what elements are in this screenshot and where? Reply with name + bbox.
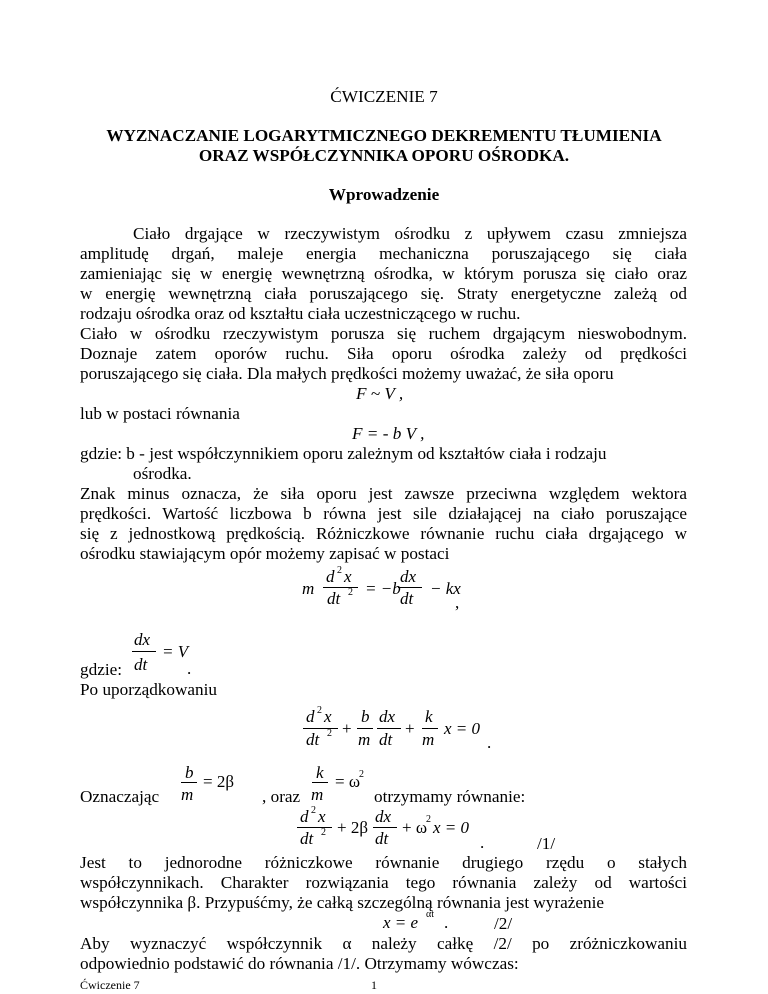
paragraph-line: amplitudę drgań, maleje energia mechaniczna poruszającego się ciała bbox=[80, 244, 687, 263]
equation-number: /1/ bbox=[537, 834, 556, 853]
fraction-bar bbox=[297, 827, 332, 828]
section-heading: Wprowadzenie bbox=[328, 185, 440, 204]
footer-label: Ćwiczenie 7 bbox=[80, 978, 140, 992]
paragraph-line: odpowiednio podstawić do równania /1/. Otrzymamy wówczas: bbox=[80, 954, 519, 973]
equation-proportional: F ~ V , bbox=[356, 384, 404, 403]
paragraph-line: współczynnikach. Charakter rozwiązania tego równania zależy od wartości bbox=[80, 873, 687, 892]
paragraph-line: Doznaje zatem oporów ruchu. Siła oporu ośrodka zależy od prędkości bbox=[80, 344, 687, 363]
paragraph-line: współczynnika β. Przypuśćmy, że całką szczególną równania jest wyrażenie bbox=[80, 893, 604, 912]
main-title-line1: WYZNACZANIE LOGARYTMICZNEGO DEKREMENTU TŁUMIENIA bbox=[106, 126, 662, 145]
fraction-bar bbox=[377, 728, 401, 729]
paragraph-line: rodzaju ośrodka oraz od kształtu ciała uczestniczącego w ruchu. bbox=[80, 304, 521, 323]
paragraph-line: w energię wewnętrzną ciała poruszającego się. Straty energetyczne zależą od bbox=[80, 284, 687, 303]
fraction-bar bbox=[357, 728, 373, 729]
paragraph-line: się z jednostkową prędkością. Różniczkowe równanie ruchu ciała drgającego w bbox=[80, 524, 687, 543]
fraction-bar bbox=[303, 728, 338, 729]
fraction-bar bbox=[132, 651, 156, 652]
document-page: ĆWICZENIE 7 WYZNACZANIE LOGARYTMICZNEGO DEKREMENTU TŁUMIENIA ORAZ WSPÓŁCZYNNIKA OPORU OŚRODKA. Wprowadzenie Ciało drgające w rzeczywistym ośrodku z upływem czasu zmniejsza amplitudę drgań, maleje energia mechaniczna poruszającego się ciała zamieniając się w energię wewnętrzną ośrodka, w którym porusza się ciało oraz w energię wewnętrzną ciała poruszającego się. Straty energetyczne zależą od rodzaju ośrodka oraz od kształtu ciała uczestniczącego w ruchu. Ciało w ośrodku rzeczywistym porusza się ruchem drgającym nieswobodnym. Doznaje zatem oporów ruchu. Siła oporu ośrodka zależy od prędkości poruszającego się ciała. Dla małych prędkości możemy uważać, że siła oporu F ~ V , lub w postaci równania F = - b V , gdzie: b - jest współczynnikiem oporu zależnym od kształtów ciała i rodzaju ośrodka. Znak minus oznacza, że siła oporu jest zawsze przeciwna względem wektora prędkości. Wartość liczbowa b równa jest sile działającej na ciało poruszające się z jednostkową prędkością. Różniczkowe równanie ruchu ciała drgającego w ośrodku stawiającym opór możemy zapisać w postaci m d 2 x dt 2 = −b dx dt − kx , gdzie: dx dt = V . Po uporządkowaniu d 2 x dt 2 + b m dx dt + k m x = 0 . Oznaczając b m = 2β , oraz k m = ω 2 otrzymamy równanie: d 2 x dt 2 + 2β dx dt + ω 2 x = 0 . /1/ Jest to jednorodne różniczkowe równanie drugiego rzędu o stałych współczynnikach. Charakter rozwiązania tego równania zależy od wartości współczynnika β. Przypuśćmy, że całką szczególną równania jest wyrażenie x = e αt . /2/ Aby wyznaczyć współczynnik α należy całkę /2/ po zróżniczkowaniu odpowiednio podstawić do równania /1/. Otrzymamy wówczas: Ćwiczenie 7 1 bbox=[0, 0, 768, 994]
fraction-bar bbox=[181, 782, 197, 783]
fraction-bar bbox=[373, 827, 397, 828]
paragraph-line: lub w postaci równania bbox=[80, 404, 240, 423]
paragraph-line: Jest to jednorodne różniczkowe równanie drugiego rzędu o stałych bbox=[80, 853, 687, 872]
paragraph-line: Ciało drgające w rzeczywistym ośrodku z upływem czasu zmniejsza bbox=[133, 224, 687, 243]
definition-line: gdzie: b - jest współczynnikiem oporu zależnym od kształtów ciała i rodzaju bbox=[80, 444, 607, 463]
page-number: 1 bbox=[371, 978, 377, 992]
paragraph-line: ośrodku stawiającym opór możemy zapisać w postaci bbox=[80, 544, 450, 563]
exercise-title: ĆWICZENIE 7 bbox=[330, 87, 438, 106]
paragraph-line: poruszającego się ciała. Dla małych prędkości możemy uważać, że siła oporu bbox=[80, 364, 614, 383]
paragraph-line: zamieniając się w energię wewnętrzną ośrodka, w którym porusza się ciało oraz bbox=[80, 264, 687, 283]
equation-number: /2/ bbox=[494, 914, 513, 933]
paragraph-line: prędkości. Wartość liczbowa b równa jest sile działającej na ciało poruszające bbox=[80, 504, 687, 523]
definition-line: ośrodka. bbox=[133, 464, 192, 483]
paragraph-line: Aby wyznaczyć współczynnik α należy całkę /2/ po zróżniczkowaniu bbox=[80, 934, 687, 953]
equation-force: F = - b V , bbox=[352, 424, 425, 443]
fraction-bar bbox=[398, 587, 422, 588]
paragraph-line: Po uporządkowaniu bbox=[80, 680, 217, 699]
paragraph-line: Ciało w ośrodku rzeczywistym porusza się ruchem drgającym nieswobodnym. bbox=[80, 324, 687, 343]
paragraph-line: Znak minus oznacza, że siła oporu jest zawsze przeciwna względem wektora bbox=[80, 484, 687, 503]
fraction-bar bbox=[422, 728, 438, 729]
fraction-bar bbox=[312, 782, 328, 783]
main-title-line2: ORAZ WSPÓŁCZYNNIKA OPORU OŚRODKA. bbox=[198, 146, 570, 165]
